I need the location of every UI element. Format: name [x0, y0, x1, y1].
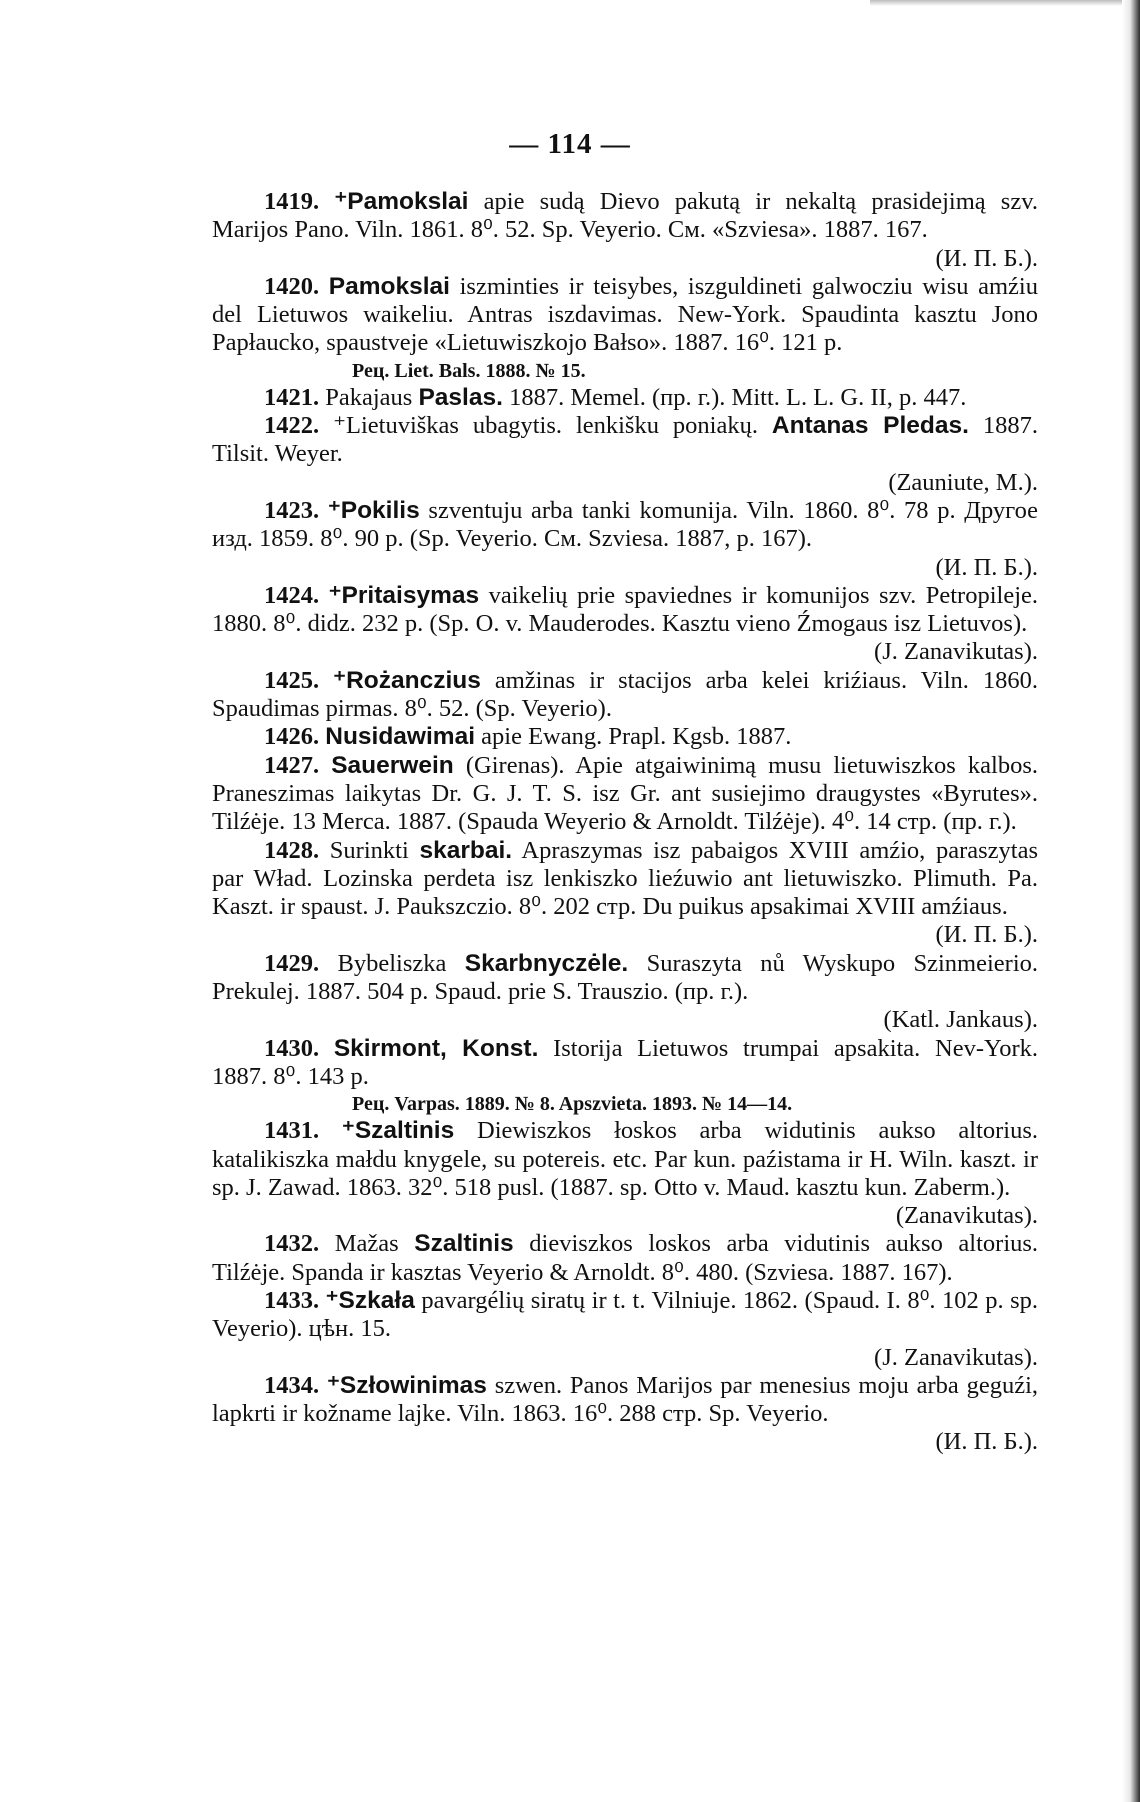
entry-number: 1432.: [264, 1230, 320, 1258]
entry-review-ref: Рец. Liet. Bals. 1888. № 15.: [352, 359, 586, 382]
entry-text: Diewiszkos łoskos arba widutinis aukso altorius. katalikiszka małdu knygele, su potereis. etc. Par kun. paźistama ir H. Wiln. kaszt. ir sp. J. Zawad. 1863. 32⁰. 518 pusl. (1887. sp. Otto v. Maud. kasztu kun. Zaberm.).: [212, 1117, 1038, 1201]
entry-source: (Zauniute, M.).: [888, 468, 1038, 496]
entry-text-continued: 1887. Memel. (пр. г.). Mitt. L. L. G. II, p. 447.: [509, 383, 967, 411]
entry-heading: Skirmont, Konst.: [333, 1034, 539, 1062]
entry-heading: ⁺Szłowinimas: [326, 1371, 487, 1399]
entry-heading: skarbai.: [419, 836, 513, 864]
entry-text-continued: dieviszkos loskos arba vidutinis aukso altorius. Tilźėje. Spanda ir kasztas Veyerio & Arnoldt. 8⁰. 480. (Szviesa. 1887. 167).: [212, 1230, 1039, 1286]
entry-heading: ⁺Pokilis: [327, 496, 420, 524]
entry-1430: [212, 1035, 1038, 1118]
entry-source: (J. Zanavikutas).: [874, 1343, 1038, 1371]
entry-review-ref: Рец. Varpas. 1889. № 8. Apszvieta. 1893. № 14—14.: [352, 1093, 793, 1116]
entry-text: Istorija Lietuwos trumpai apsakita. Nev-York. 1887. 8⁰. 143 p.: [212, 1034, 1038, 1090]
entry-number: 1426.: [264, 723, 320, 751]
entry-1423: [212, 497, 1038, 582]
entry-number: 1429.: [264, 949, 320, 977]
entry-text: Mažas: [334, 1230, 399, 1258]
entry-source: (И. П. Б.).: [935, 921, 1038, 949]
entry-heading: Szaltinis: [414, 1230, 514, 1258]
entry-text: apie sudą Dievo pakutą ir nekaltą prasidejimą szv. Marijos Pano. Viln. 1861. 8⁰. 52. Sp. Veyerio. Cм. «Szviesa». 1887. 167.: [212, 188, 1038, 244]
entry-number: 1430.: [264, 1034, 320, 1062]
entry-number: 1419.: [264, 188, 320, 215]
entry-number: 1434.: [264, 1371, 320, 1399]
entry-1429: [212, 950, 1038, 1035]
entry-number: 1424.: [264, 581, 320, 609]
entry-text: vaikelių prie spaviednes ir komunijos szv. Petropileje. 1880. 8⁰. didz. 232 p. (Sp. O. v. Mauderodes. Kasztu vieno Źmogaus isz Lietuvos).: [212, 581, 1038, 638]
entry-1431: [212, 1117, 1038, 1230]
entry-text: szventuju arba tanki komunija. Viln. 1860. 8⁰. 78 p. Другое изд. 1859. 8⁰. 90 p. (Sp. Veyerio. Cм. Szviesa. 1887, p. 167).: [212, 496, 1038, 553]
entry-1420: [212, 273, 1038, 384]
entry-source: (Zanavikutas).: [895, 1202, 1038, 1230]
entry-heading: Skarbnyczėle.: [464, 949, 629, 977]
entry-heading: ⁺Pritaisymas: [328, 581, 480, 609]
entry-text: Pakajaus: [325, 383, 413, 411]
entry-1426: [212, 723, 1038, 751]
entry-1427: [212, 752, 1038, 837]
entry-text: ⁺Lietuviškas ubagytis. lenkišku poniakų.: [333, 412, 758, 440]
entry-text: apie Ewang. Prapl. Kgsb. 1887.: [481, 723, 792, 751]
entry-text: (Girenas). Apie atgaiwinimą musu lietuwiszkos kalbos. Praneszimas laikytas Dr. G. J. T. S. isz Gr. ant susiejimo draugystes «Byrutes». Tilźėje. 13 Merca. 1887. (Spauda Weyerio & Arnoldt. Tilźėje). 4⁰. 14 стр. (пр. г.).: [212, 751, 1038, 836]
entry-1422: [212, 412, 1038, 497]
entry-text: szwen. Panos Marijos par menesius moju arba geguźi, lapkrti ir kožname lajke. Viln. 1863. 16⁰. 288 стр. Sp. Veyerio.: [212, 1371, 1039, 1428]
entry-text: Surinkti: [329, 836, 409, 864]
entry-number: 1433.: [264, 1286, 320, 1314]
entry-number: 1423.: [264, 496, 320, 524]
bibliography-entries: [212, 188, 1038, 1457]
entry-text-continued: Apraszymas isz pabaigos XVIII amźio, paraszytas par Wład. Lozinska perdeta isz lenkiszko lieźuwio ant lietuwiszko. Plimuth. Pa. Kaszt. ir spaust. J. Paukszczio. 8⁰. 202 стр. Du puikus apsakimai XVIII amźiaus.: [212, 836, 1039, 921]
entry-1432: [212, 1230, 1038, 1287]
entry-1428: [212, 837, 1038, 950]
entry-number: 1431.: [264, 1117, 320, 1145]
entry-heading: ⁺Pamokslai: [334, 188, 469, 215]
entry-number: 1428.: [264, 836, 320, 864]
entry-heading: Pamokslai: [328, 272, 450, 300]
page-number: — 114 —: [509, 128, 631, 160]
entry-heading: Paslas.: [418, 383, 503, 411]
entry-number: 1425.: [264, 666, 320, 694]
entry-source: (Katl. Jankaus).: [883, 1006, 1038, 1034]
entry-source: (И. П. Б.).: [935, 553, 1038, 581]
entry-source: (J. Zanavikutas).: [874, 638, 1038, 666]
entry-1421: [212, 384, 1038, 412]
page-edge-shadow: [1122, 0, 1140, 1802]
entry-heading: ⁺Szkała: [325, 1286, 415, 1314]
entry-heading: Nusidawimai: [325, 723, 476, 751]
entry-text: amžinas ir stacijos arba kelei kriźiaus. Viln. 1860. Spaudimas pirmas. 8⁰. 52. (Sp. Veyerio).: [212, 666, 1039, 723]
entry-number: 1422.: [264, 412, 320, 440]
entry-text-continued: Suraszyta nů Wyskupo Szinmeierio. Prekulej. 1887. 504 p. Spaud. prie S. Trauszio. (пр. г.).: [212, 949, 1039, 1006]
entry-1433: [212, 1287, 1038, 1372]
entry-heading: Sauerwein: [331, 751, 454, 779]
entry-heading: ⁺Szaltinis: [341, 1117, 455, 1145]
entry-1419: [212, 188, 1038, 273]
entry-1424: [212, 582, 1038, 667]
entry-number: 1421.: [264, 383, 320, 411]
entry-number: 1420.: [264, 272, 320, 300]
entry-1425: [212, 667, 1038, 724]
page-top-shadow: [870, 0, 1140, 6]
entry-source: (И. П. Б.).: [935, 244, 1038, 272]
entry-1434: [212, 1372, 1038, 1457]
entry-text: Bybeliszka: [337, 949, 447, 977]
entry-text: pavargélių siratų ir t. t. Vilniuje. 1862. (Spaud. I. 8⁰. 102 p. sp. Veyerio). цѣн. 15.: [212, 1286, 1038, 1343]
entry-source: (И. П. Б.).: [935, 1428, 1038, 1456]
entry-text: iszminties ir teisybes, iszguldineti galwocziu wisu amźiu del Lietuwos waikeliu. Antras iszdavimas. New-York. Spaudinta kasztu Jono Papłaucko, spaustveje «Lietuwiszkojo Bałso». 1887. 16⁰. 121 p.: [212, 272, 1038, 357]
entry-text-continued: 1887. Tilsit. Weyer.: [212, 412, 1039, 468]
entry-number: 1427.: [264, 751, 320, 779]
entry-heading: Antanas Pledas.: [771, 412, 969, 440]
entry-heading: ⁺Rożanczius: [333, 666, 481, 694]
